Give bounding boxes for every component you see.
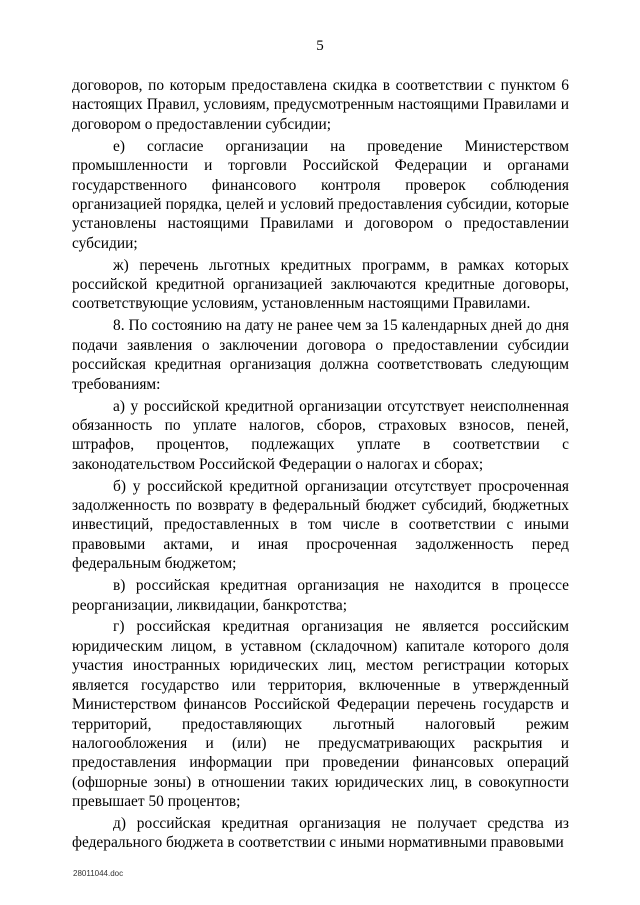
paragraph: г) российская кредитная организация не является российским юридическим лицом, в уставном (складочном) капитале которого доля участия иностранных юридических лиц, местом регистрации которых является государство или территория, включенные в утвержденный Министерством финансов Российской Федерации перечень государств и территорий, предоставляющих льготный налоговый режим налогообложения и (или) не предусматривающих раскрытия и предоставления информации при проведении финансовых операций (офшорные зоны) в отношении таких юридических лиц, в совокупности превышает 50 процентов; (72, 618, 569, 811)
paragraph: ж) перечень льготных кредитных программ, в рамках которых российской кредитной организацией заключаются кредитные договоры, соответствующие условиям, установленным настоящими Правилами. (72, 256, 569, 313)
paragraph: в) российская кредитная организация не находится в процессе реорганизации, ликвидации, банкротства; (72, 577, 569, 614)
paragraph: б) у российской кредитной организации отсутствует просроченная задолженность по возврату в федеральный бюджет субсидий, бюджетных инвестиций, предоставленных в том числе в соответствии с иными правовыми актами, и иная просроченная задолженность перед федеральным бюджетом; (72, 477, 569, 573)
paragraph: 8. По состоянию на дату не ранее чем за 15 календарных дней до дня подачи заявления о заключении договора о предоставлении субсидии российская кредитная организация должна соответствовать следующим требованиям: (72, 317, 569, 393)
file-name-footer: 28011044.doc (73, 869, 124, 878)
paragraph: е) согласие организации на проведение Министерством промышленности и торговли Российской Федерации и органами государственного финансового контроля проверок соблюдения организацией порядка, целей и условий предоставления субсидии, которые установлены настоящими Правилами и договором о предоставлении субсидии; (72, 137, 569, 252)
paragraph: д) российская кредитная организация не получает средства из федерального бюджета в соответствии с иными нормативными правовыми (72, 815, 569, 852)
paragraph: а) у российской кредитной организации отсутствует неисполненная обязанность по уплате налогов, сборов, страховых взносов, пеней, штрафов, процентов, подлежащих уплате в соответствии с законодательством Российской Федерации о налогах и сборах; (72, 397, 569, 473)
paragraph: договоров, по которым предоставлена скидка в соответствии с пунктом 6 настоящих Правил, условиям, предусмотренным настоящими Правилами и договором о предоставлении субсидии; (72, 77, 569, 133)
document-body (72, 76, 569, 855)
page-number: 5 (316, 38, 324, 54)
